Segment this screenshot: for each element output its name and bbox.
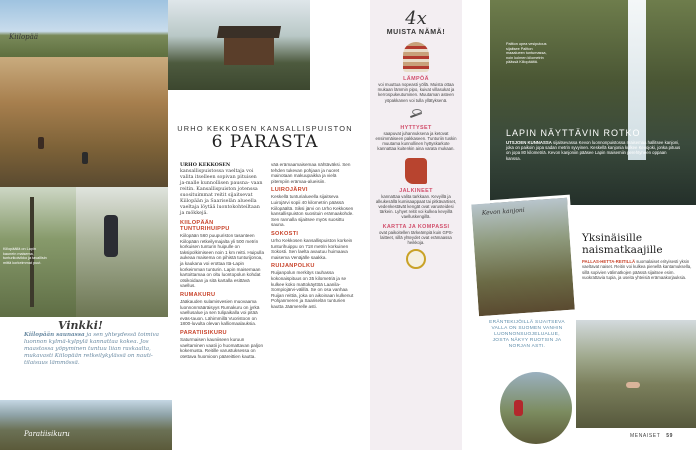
tip-heading: LÄMPÖÄ [403, 76, 429, 82]
article-column-2 [271, 162, 355, 309]
footer-label [630, 433, 673, 439]
panel-heading: MUISTA NÄMÄ! [386, 29, 446, 36]
intro-text: kansallispuistossa vaeltaja voi valita itselleen sopivan pituisen ja-malle kunnollisen pausna- vaan reitin. Kansallispuiston jotenssa suosituimmat reitit sijaitsevat Kiilopään ja Saariselän alueella vaeltaja löytää luontokohteiltaan ja mökkejä. [180, 169, 263, 216]
section-heading: RUMAKURU [180, 291, 216, 298]
tip-text: ovat paikoitellen tärkeämpiä kuin GPS-laitteet, sillä yhteydet ovat erämaassa heikkoja. [378, 229, 454, 246]
section-text: Jääkauden sulamisvesien muovaama luonnonmääräisyys Rumakuru on jyrkä vaellusalue ja sen tulipaikalla voi pitää eväs-tauon. Lähimmillä Vuoristoon on 1800-luvulta olevan kalliomaalauksia. [180, 298, 260, 327]
muista-nama-panel [370, 0, 462, 450]
beanie-icon [403, 42, 429, 72]
tip-text: kannattaa valita tarkkaan. Kevyillä ja alkukesällä kumisaappaat tai pitkävartiset, vedenkestävät kengät ovat varusteidesi tärkein. Lyhyet reitit voi kulkea kevyillä vaelluskengillä. [375, 193, 457, 220]
page-number: 59 [666, 433, 674, 439]
waterfall-lead: UTSJOEN KUNNASSA [506, 140, 552, 145]
backpacker-figure [104, 215, 118, 257]
section-heading: SOKOSTI [271, 230, 299, 237]
boot-icon [405, 158, 427, 184]
section-heading: KIILOPÄÄN TUNTURIHUIPPU [180, 220, 230, 232]
hiker-caption: ERÄNTEKIJÖILLÄ SIJAITSEVA VALLA ON SUOMEN VANHIN LUONNONSUOJELUALUE, JOSTA NÄKYY RUOTSIN JA NORJAN ASTI. [489, 320, 565, 349]
hiker-photo [76, 187, 168, 317]
section-text: Saturmaisen kauniiseen kuruun vaeltaminen vaatii jo huomattavan paljon kokemusta. Reitille varustuksessa on otettava huomioon pääreittien kautta. [180, 336, 263, 359]
forest-tree-photo [0, 187, 76, 317]
waterfall-text: sijaitsevassa Kevon luonnonpuistossa maisemaa hallitsee kanjoni, joka on paikoin jopa sadan metrin syvyinen. Keskellä kanjonia kulkee Kevojoki, jonka pituus on jopa 80 kilometriä. Kevon kanjoniin pääsee Lapin maisemiin perehtyneen oppaan kanssa. [506, 140, 681, 161]
tree-caption: Kiilopäällä on Lapin kaunein maisema, tunturikoivikko ja tavallisin mittä korkeimmat puut. [3, 247, 47, 265]
vinkki-text: ja sen yhteydessä toimiva luonnon kylmä-kylpylä kannattaa kokea. Jos maastossa yöpyminen tuntuu liian raskaalta, mukavasti Kiilopään retkeilykylässä on nauti-tilaisuus lämmössä. [24, 332, 160, 366]
intro-lead: URHO KEKKOSEN [180, 162, 231, 168]
section-text: Kiilopään 560 puupuriston tasanteen Kiilopään retkeilymajalta yli 500 metrin korkuisen tunturin huipulle on taksipolkimiseen noin 1 km reitti. Huipulla aukeaa maisema on pihistä tunturijonoa, ja kaukana voi erottaa Itä-Lapin korkeimman tunturin. Lapin maisemaan kartoittamaa on oltu luontopolun kohdat otsikoidaan ja sitä kartalla esittävä vaellus. [180, 233, 264, 289]
mosquito-icon [406, 109, 426, 121]
hiker-figure [514, 400, 523, 416]
vinkki-lead: Kiilopään saunassa [24, 332, 85, 338]
hiker-fell-photo [500, 372, 572, 444]
kevo-canyon-photo [468, 195, 578, 320]
wooden-cabin [224, 35, 274, 65]
tip-heading: KARTTA JA KOMPASSI [382, 223, 450, 230]
article-title: 6 PARASTA [211, 132, 319, 152]
tip-text: voi muuttua nopeasti yöllä. Muista ottaa mukaan lämmin pipo, kuivat villasukat ja kerrospukeutuminen. Muutaman asteen yöpakkanen voi tulla yllätyksenä. [377, 82, 455, 103]
section-heading: PARATIISIKURU [180, 329, 227, 336]
photo-label-paratiisikuru: Paratiisikuru [24, 430, 70, 438]
section-heading: LUIROJÄRVI [271, 187, 308, 194]
cabin-roof [217, 26, 281, 38]
article-kicker: URHO KEKKOSEN KANSALLISPUISTON [177, 124, 353, 133]
swimmer-figure [626, 382, 640, 388]
cabin-photo [168, 0, 310, 90]
swim-lead: PALLAS-HETTA-REITILLÄ [582, 259, 636, 264]
section-text: vää erämaamaisemaa nähtäväksi. Sen tehden tukevan pohjaan ja nuoret mainotaan makuupaikka ja vielä pitempiin erämaa-alueisiin. [271, 162, 351, 184]
tip-heading: JALKINEET [399, 187, 433, 194]
swim-title: Yksinäisille naismatkaajille [582, 232, 663, 256]
hiker-figure [38, 137, 44, 149]
section-text: Keskellä tunturialueella sijaitseva Luirojärvi sopii 40 kilometrin päässä Kiilopäältä. Siksi järvi on Urho Kekkosen kansallispuiston suosituin erämaakohde. Sen rannalla sijaitsee myös suosittu sauna. [271, 194, 354, 228]
tip-heading: HYTTYSET [400, 124, 432, 131]
waterfall-photo [490, 0, 696, 205]
paratiisikuru-photo [0, 400, 172, 450]
section-text: Urho Kekkosen kansallispuiston korkein tunturihuippu on 718 metrin korkuinen Sokosti. Sen laelta avautuu huimaava maisema Venäjälle saakka. [271, 237, 353, 260]
photo-label-kiilopaa: Kiilopää [9, 33, 38, 41]
article-column-1 [180, 162, 264, 359]
section-text: Ruijanpolun merkitys rauhassa kokonaispituus on 35 kilometriä ja se kulkee koko mattokäyttöä Laanila-Sompiojärvi-välillä. Se on osa vanhaa Ruijan reittiä, joka on aikoinaan kulkenut Pohjanmeren ja Saariselän tunturien kautta Jäämerelle asti. [271, 270, 354, 309]
autumn-fell-photo [0, 57, 168, 187]
kiilopaa-hill-photo [0, 0, 168, 57]
photo-label-kevo: Kevon kanjoni [481, 206, 525, 217]
vinkki-box [24, 319, 164, 367]
vinkki-title: Vinkki! [58, 319, 103, 332]
compass-icon [406, 249, 426, 269]
waterfall-caption: Paltton upea vesiputous sijaitsee Paltton maaalueen tuntumassa, noin kolmen kilometrin päässä Kiilopäältä. [506, 42, 547, 65]
waterfall-title: LAPIN NÄYTTÄVIN ROTKO [506, 128, 641, 138]
footer-magazine: MENAISET [630, 433, 661, 439]
lake-swim-photo [576, 320, 696, 428]
big-number: 4x [405, 8, 427, 29]
tip-text: saapuvat juhannuksena ja ketovat ensimmäiseen pakkaseen. Tunturiin tuskin muutama kunnollinen hyttyskarkote kannattaa kuitenkin aina varata mukaan. [375, 130, 457, 152]
hiker-figure [82, 152, 88, 164]
swim-text: suomalaiset erityisesti yksin vaeltavat naiset. Reitin voi kulkea pienellä kantamuksella, sillä sopivien välimatkojen päässä sijaitsee esim. vuokrattavia tupia, ja useita yhteisiä erämaakorjauksia. [582, 259, 692, 280]
section-heading: RUIJANPOLKU [271, 263, 315, 270]
